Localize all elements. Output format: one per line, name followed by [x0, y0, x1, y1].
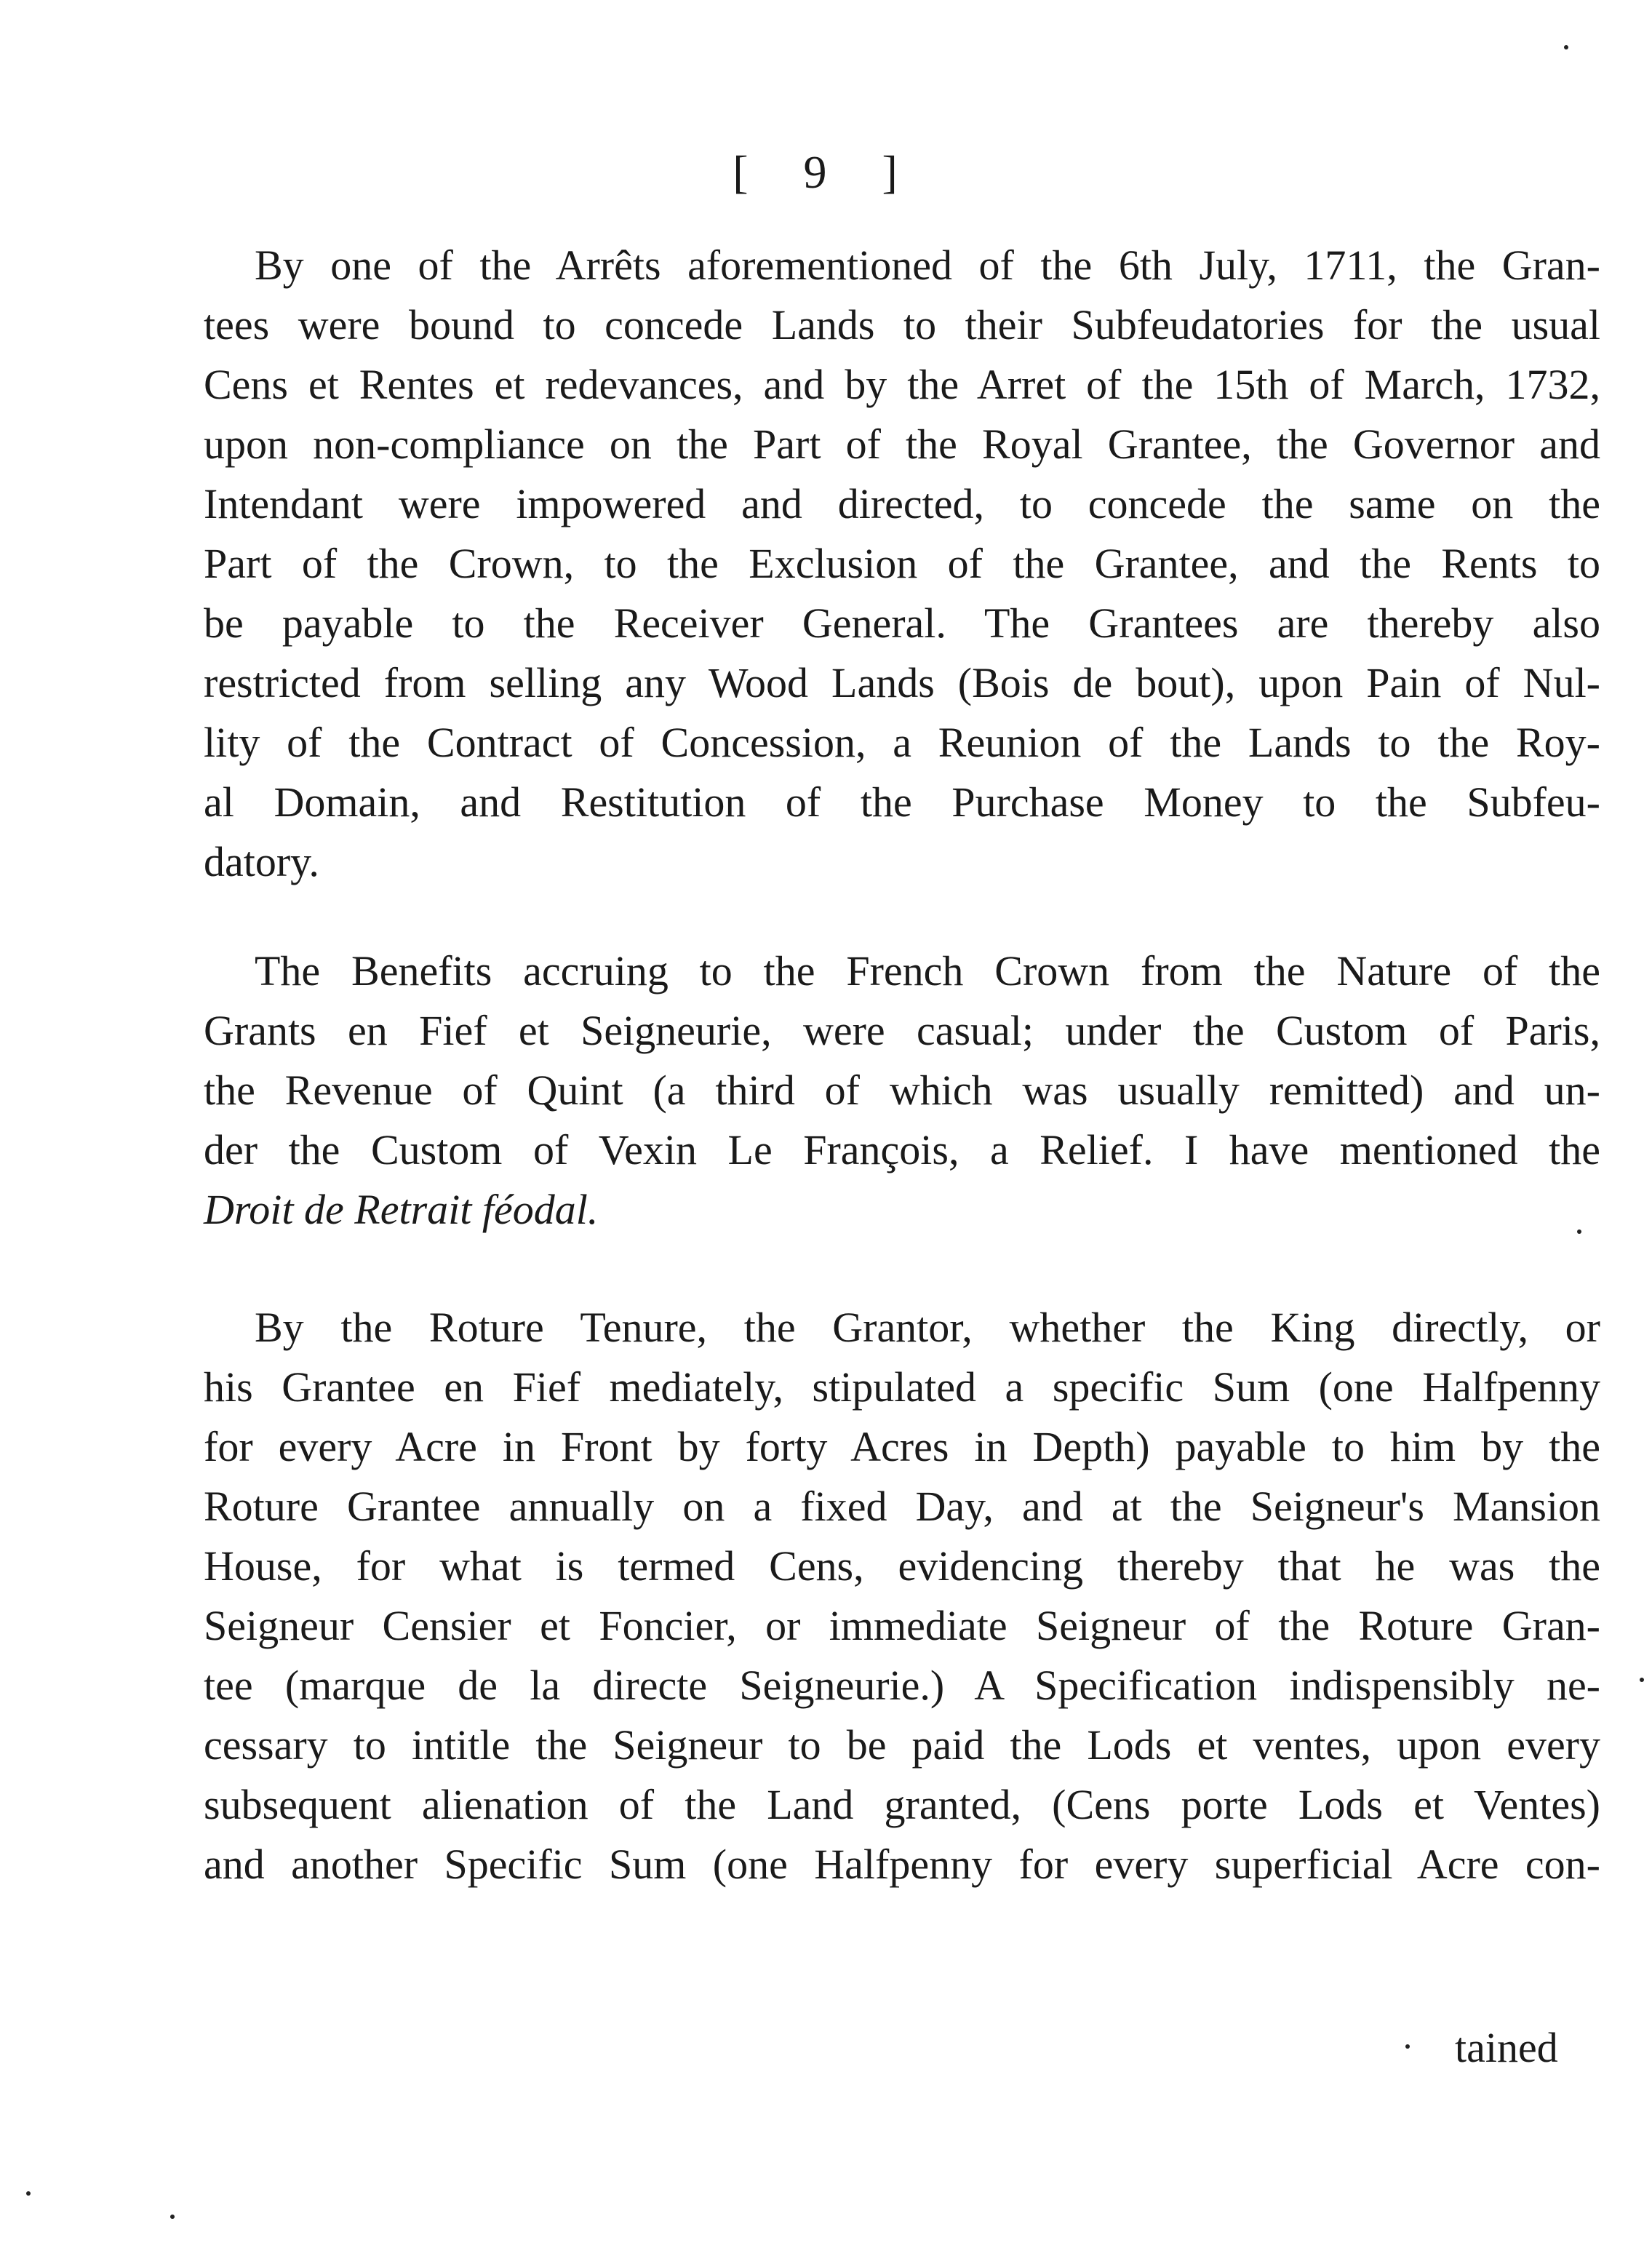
- paragraph-3-line-3: for every Acre in Front by forty Acres in Depth) payable to him by the: [204, 1423, 1600, 1470]
- paragraph-2-line-1: The Benefits accruing to the French Crown from the Nature of the: [255, 947, 1600, 995]
- paragraph-1-line-5: Intendant were impowered and directed, to concede the same on the: [204, 480, 1600, 527]
- scan-speck: [1577, 1229, 1581, 1234]
- paragraph-3-line-10: and another Specific Sum (one Halfpenny for every superficial Acre con-: [204, 1841, 1600, 1888]
- paragraph-3-line-6: Seigneur Censier et Foncier, or immediate Seigneur of the Roture Gran-: [204, 1602, 1600, 1649]
- paragraph-3-line-1: By the Roture Tenure, the Grantor, whether the King directly, or: [255, 1304, 1600, 1351]
- scan-speck: [26, 2191, 31, 2196]
- paragraph-1-line-8: restricted from selling any Wood Lands (Bois de bout), upon Pain of Nul-: [204, 659, 1600, 706]
- paragraph-2-line-5: Droit de Retrait féodal.: [204, 1186, 599, 1233]
- paragraph-3-line-7: tee (marque de la directe Seigneurie.) A Specification indispensibly ne-: [204, 1662, 1600, 1709]
- paragraph-1-line-11: datory.: [204, 838, 319, 885]
- paragraph-3-line-9: subsequent alienation of the Land granted, (Cens porte Lods et Ventes): [204, 1781, 1600, 1828]
- paragraph-2-line-2: Grants en Fief et Seigneurie, were casual; under the Custom of Paris,: [204, 1007, 1600, 1054]
- page-number: [ 9 ]: [733, 146, 919, 198]
- scan-speck: [1564, 45, 1568, 49]
- paragraph-3-line-4: Roture Grantee annually on a fixed Day, and at the Seigneur's Mansion: [204, 1483, 1600, 1530]
- paragraph-1-line-3: Cens et Rentes et redevances, and by the Arret of the 15th of March, 1732,: [204, 361, 1600, 408]
- paragraph-3-line-2: his Grantee en Fief mediately, stipulated a specific Sum (one Halfpenny: [204, 1363, 1600, 1411]
- paragraph-3-line-5: House, for what is termed Cens, evidencing thereby that he was the: [204, 1542, 1600, 1590]
- paragraph-1-line-1: By one of the Arrêts aforementioned of the 6th July, 1711, the Gran-: [255, 242, 1600, 289]
- paragraph-1-line-10: al Domain, and Restitution of the Purchase Money to the Subfeu-: [204, 778, 1600, 826]
- paragraph-2-line-4: der the Custom of Vexin Le François, a Relief. I have mentioned the: [204, 1126, 1600, 1173]
- scan-speck: [1405, 2044, 1410, 2049]
- scan-speck: [1640, 1678, 1644, 1682]
- scan-speck: [170, 2215, 175, 2219]
- paragraph-1-line-9: lity of the Contract of Concession, a Reunion of the Lands to the Roy-: [204, 719, 1600, 766]
- paragraph-1-line-6: Part of the Crown, to the Exclusion of the Grantee, and the Rents to: [204, 540, 1600, 587]
- paragraph-2-line-3: the Revenue of Quint (a third of which was usually remitted) and un-: [204, 1067, 1600, 1114]
- paragraph-3-line-8: cessary to intitle the Seigneur to be paid the Lods et ventes, upon every: [204, 1721, 1600, 1769]
- paragraph-1-line-4: upon non-compliance on the Part of the Royal Grantee, the Governor and: [204, 420, 1600, 468]
- catchword: tained: [1455, 2024, 1558, 2071]
- paragraph-1-line-2: tees were bound to concede Lands to their Subfeudatories for the usual: [204, 301, 1600, 348]
- paragraph-1-line-7: be payable to the Receiver General. The Grantees are thereby also: [204, 599, 1600, 647]
